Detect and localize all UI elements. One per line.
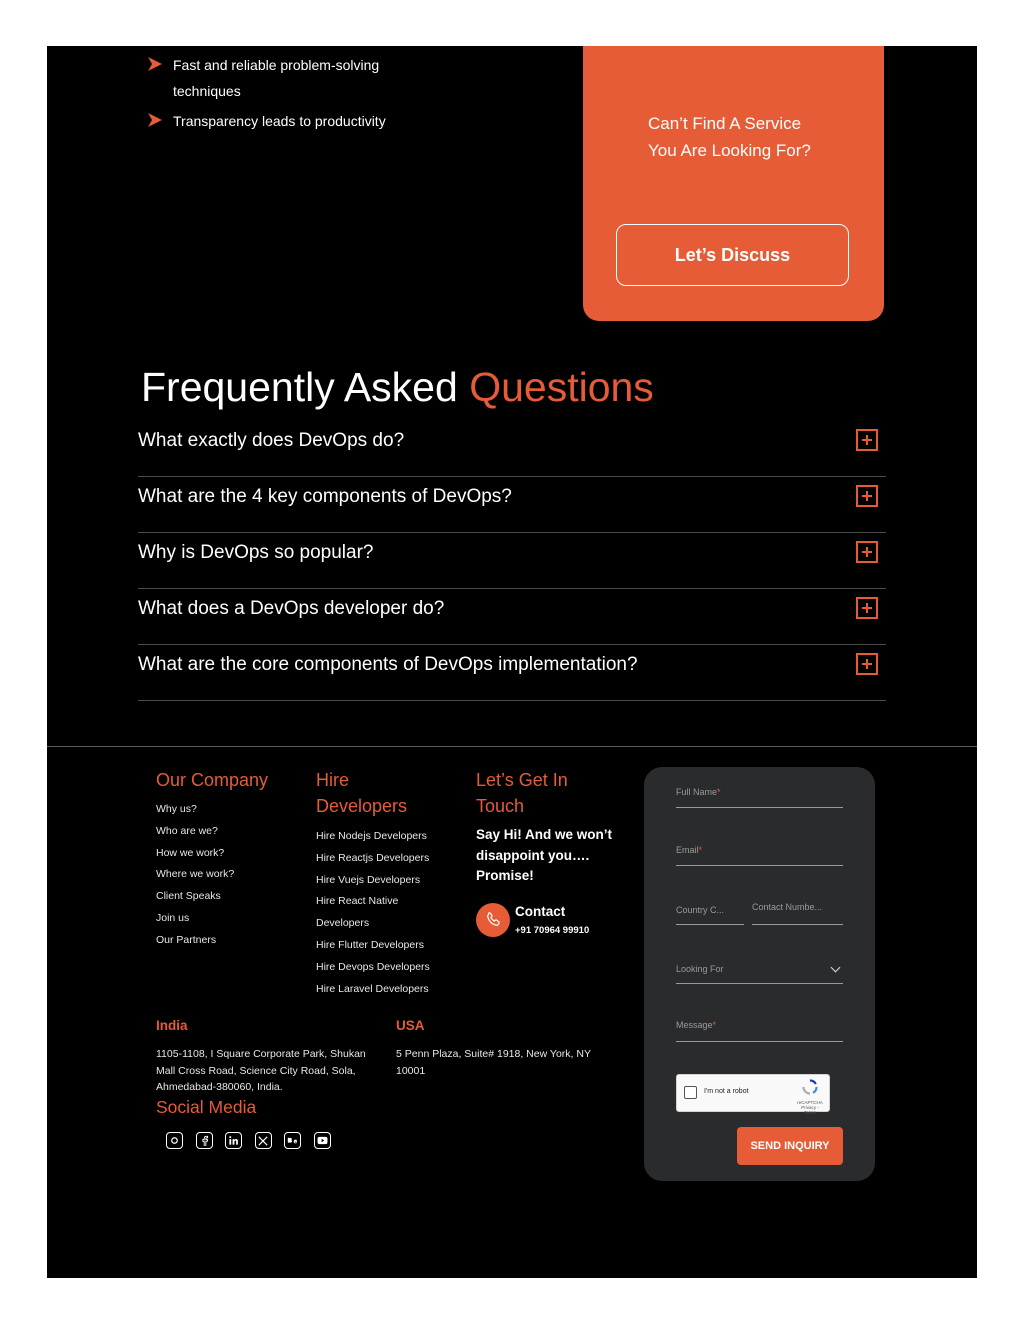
plus-icon[interactable] (856, 485, 878, 507)
usa-title: USA (396, 1018, 425, 1033)
company-title: Our Company (156, 770, 269, 790)
recaptcha-logo (797, 1079, 823, 1115)
faq-question: What are the core components of DevOps implementation? (138, 654, 638, 675)
x-glyph (258, 1136, 268, 1146)
arrow-right-icon (147, 112, 163, 128)
chevron-down-icon (831, 963, 841, 973)
cta-question: Can’t Find A Service You Are Looking For? (648, 114, 811, 160)
faq-title-plain: Frequently Asked (141, 364, 458, 410)
faq-question: What does a DevOps developer do? (138, 598, 445, 619)
hire-link[interactable]: Hire Nodejs Developers (316, 830, 427, 842)
usa-address: 5 Penn Plaza, Suite# 1918, New York, NY 10001 (396, 1048, 591, 1077)
phone-glyph (484, 911, 502, 929)
benefit-text: Transparency leads to productivity (173, 113, 386, 129)
faq-list (138, 421, 886, 701)
facebook-glyph (199, 1135, 210, 1146)
contact-number-field[interactable] (752, 902, 843, 925)
company-link[interactable]: Our Partners (156, 933, 217, 946)
recaptcha-checkbox[interactable] (684, 1086, 697, 1099)
hire-link[interactable]: Hire React Native Developers (316, 895, 399, 930)
footer-divider (47, 746, 977, 747)
company-link[interactable]: Join us (156, 911, 190, 924)
faq-item[interactable] (138, 477, 886, 533)
plus-icon[interactable] (856, 541, 878, 563)
recaptcha-links[interactable]: Privacy - Terms (801, 1105, 819, 1115)
hire-link[interactable]: Hire Laravel Developers (316, 982, 429, 995)
country-code-field[interactable] (676, 905, 744, 925)
contact-phone[interactable]: +91 70964 99910 (515, 925, 590, 936)
country-code-placeholder: Country C... (676, 905, 725, 915)
cta-card (583, 46, 884, 321)
plus-icon[interactable] (856, 653, 878, 675)
faq-item[interactable] (138, 589, 886, 645)
instagram-icon[interactable] (166, 1132, 183, 1149)
lets-discuss-button[interactable]: Let’s Discuss (616, 224, 849, 286)
message-field[interactable] (676, 1020, 843, 1042)
phone-icon[interactable] (476, 903, 510, 937)
contact-label: Contact (515, 904, 566, 919)
plus-icon[interactable] (856, 429, 878, 451)
recaptcha-icon (802, 1079, 818, 1095)
company-link[interactable]: Who are we? (156, 824, 218, 837)
behance-glyph (287, 1137, 298, 1145)
required-marker: * (698, 845, 703, 855)
company-links (156, 799, 234, 952)
touch-title: Let’s Get In Touch (476, 770, 568, 816)
email-placeholder: Email (676, 845, 699, 855)
linkedin-icon[interactable] (225, 1132, 242, 1149)
full-name-placeholder: Full Name (676, 787, 718, 797)
india-address: 1105-1108, I Square Corporate Park, Shukan Mall Cross Road, Science City Road, Sola, Ahmedabad-380060, India. (156, 1048, 366, 1093)
india-title: India (156, 1018, 188, 1033)
arrow-right-icon (147, 56, 163, 72)
company-link[interactable]: Why us? (156, 803, 197, 815)
send-inquiry-button[interactable]: SEND INQUIRY (737, 1127, 843, 1165)
required-marker: * (712, 1020, 717, 1030)
facebook-icon[interactable] (196, 1132, 213, 1149)
social-title: Social Media (156, 1097, 257, 1117)
instagram-glyph (169, 1135, 180, 1146)
hire-link[interactable]: Hire Devops Developers (316, 960, 430, 973)
recaptcha-brand: reCAPTCHA (797, 1100, 823, 1105)
faq-item[interactable] (138, 533, 886, 589)
faq-question: What exactly does DevOps do? (138, 430, 405, 451)
hire-title: Hire Developers (316, 770, 408, 816)
benefit-text: Fast and reliable problem-solving techniques (173, 57, 380, 99)
faq-title-accent: Questions (469, 364, 654, 410)
company-link[interactable]: Where we work? (156, 868, 235, 881)
touch-text: Say Hi! And we won’t disappoint you…. Promise! (476, 827, 613, 883)
full-name-field[interactable] (676, 787, 843, 808)
hire-links (316, 826, 446, 1000)
looking-for-select[interactable] (676, 964, 843, 984)
hire-link[interactable]: Hire Reactjs Developers (316, 851, 430, 864)
faq-question: What are the 4 key components of DevOps? (138, 486, 512, 507)
faq-title (141, 364, 654, 411)
faq-question: Why is DevOps so popular? (138, 542, 374, 563)
faq-item[interactable] (138, 421, 886, 477)
social-icons (166, 1132, 343, 1149)
youtube-icon[interactable] (314, 1132, 331, 1149)
linkedin-glyph (228, 1135, 239, 1146)
youtube-glyph (317, 1136, 328, 1145)
benefits-list (147, 52, 387, 138)
plus-icon[interactable] (856, 597, 878, 619)
recaptcha-widget (676, 1074, 830, 1115)
inquiry-form (644, 767, 875, 1181)
looking-for-placeholder: Looking For (676, 964, 724, 974)
required-marker: * (717, 787, 721, 797)
email-field[interactable] (676, 845, 843, 866)
benefit-item (147, 52, 387, 104)
company-link[interactable]: Client Speaks (156, 890, 221, 903)
x-icon[interactable] (255, 1132, 272, 1149)
recaptcha-label: I'm not a robot (704, 1088, 749, 1095)
message-placeholder: Message (676, 1020, 713, 1030)
benefit-item (147, 108, 387, 134)
hire-link[interactable]: Hire Vuejs Developers (316, 873, 421, 886)
company-link[interactable]: How we work? (156, 846, 225, 859)
behance-icon[interactable] (284, 1132, 301, 1149)
faq-item[interactable] (138, 645, 886, 701)
contact-number-placeholder: Contact Numbe... (752, 902, 823, 912)
hire-link[interactable]: Hire Flutter Developers (316, 938, 424, 951)
page (47, 46, 977, 1278)
